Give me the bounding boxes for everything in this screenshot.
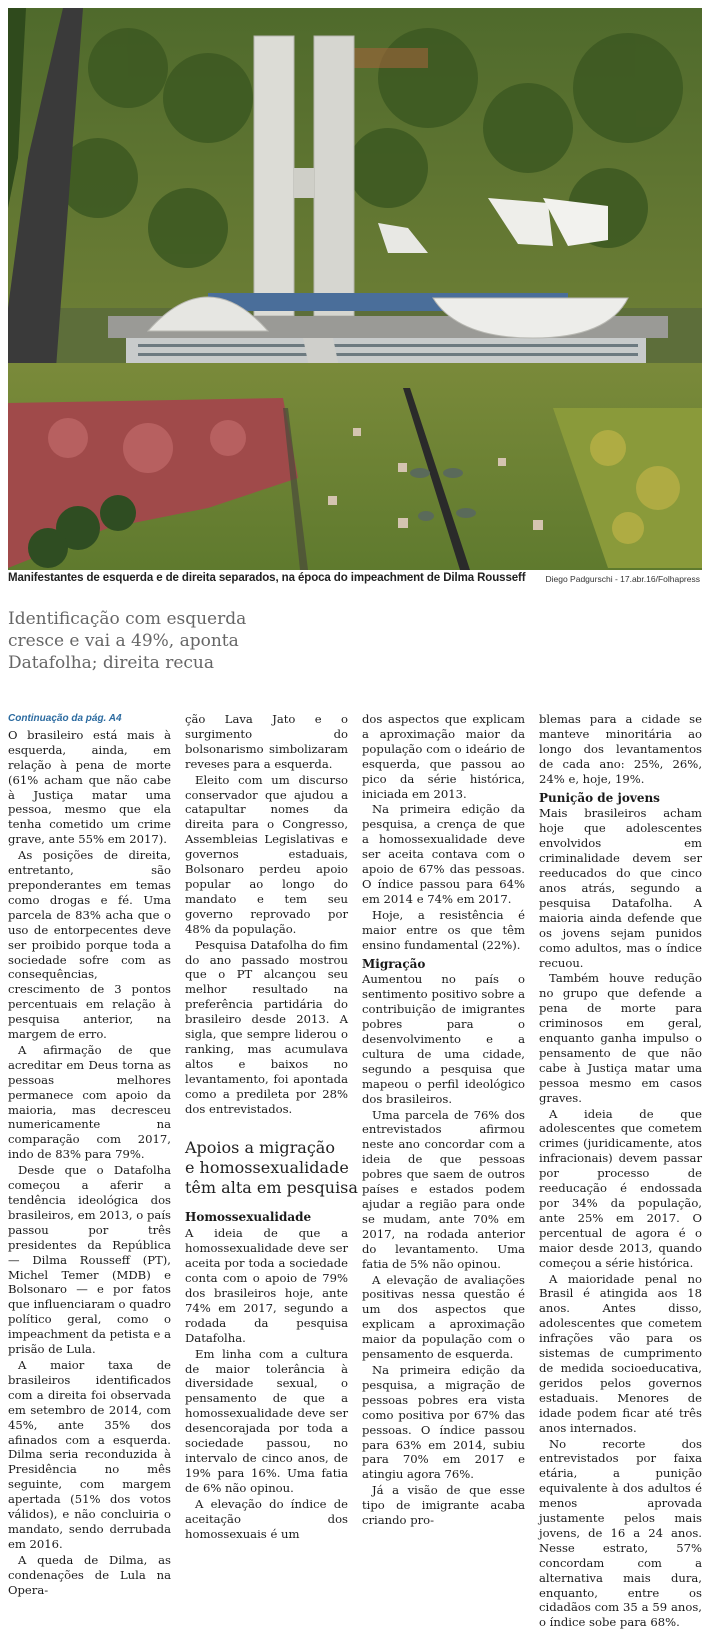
photo-credit: Diego Padgurschi - 17.abr.16/Folhapress [545,574,700,584]
photo-caption-bar [8,570,702,588]
paragraph: ção Lava Jato e o surgimento do bolsonarismo simbolizaram reveses para a esquerda. [185,712,348,771]
paragraph: Uma parcela de 76% dos entrevistados afirmou neste ano concordar com a ideia de que pessoas pobres que saem de outros países e estados podem ajudar a região para onde se mudam, ante 70% em 2017, na rodada anterior do levantamento. Uma fatia de 5% não opinou. [362,1107,525,1271]
section-headline-line: e homossexualidade [185,1158,349,1178]
subheading-homossexualidade: Homossexualidade [185,1210,312,1225]
headline-line: Identificação com esquerda [8,609,247,629]
text-column-2 [185,712,358,1542]
subheading-migracao: Migração [362,956,426,971]
paragraph: Em linha com a cultura de maior tolerância à diversidade sexual, o pensamento de que a homossexualidade deve ser desencorajada por toda a sociedade passou, no intervalo de cinco anos, de 19% para 16%. Uma fatia de 6% não opinou. [185,1346,348,1495]
paragraph: Aumentou no país o sentimento positivo sobre a contribuição de imigrantes pobres para o desenvolvimento e a cultura de uma cidade, segundo a pesquisa que mapeou o perfil ideológico dos brasileiros. [362,972,525,1106]
text-column-1 [8,712,171,1598]
paragraph: Também houve redução no grupo que defende a pena de morte para criminosos em geral, enquanto ganha impulso o pensamento de que não cabe à Justiça matar uma pessoa mesmo em casos graves. [539,971,702,1105]
paragraph: A elevação de avaliações positivas nessa questão é um dos aspectos que explicam a aproximação maior da população com o pensamento de esquerda. [362,1272,525,1362]
paragraph: dos aspectos que explicam a aproximação maior da população com o ideário de esquerda, que passou ao pico da série histórica, iniciada em 2013. [362,712,525,801]
paragraph: A elevação do índice de aceitação dos homossexuais é um [185,1496,348,1541]
paragraph: As posições de direita, entretanto, são preponderantes em temas como drogas e fé. Uma parcela de 83% acha que o uso de entorpecentes deve ser proibido porque toda a sociedade sofre com as consequências, crescimento de 3 pontos percentuais em relação à pesquisa anterior, na margem de erro. [8,848,171,1042]
photo-caption: Manifestantes de esquerda e de direita separados, na época do impeachment de Dilma Rousseff [8,572,526,584]
paragraph: Desde que o Datafolha começou a aferir a tendência ideológica dos brasileiros, em 2013, o país passou por três presidentes da República — Dilma Rousseff (PT), Michel Temer (MDB) e Bolsonaro — e por fatos que influenciaram o quadro político geral, como o impeachment da petista e a prisão de Lula. [8,1163,171,1357]
news-photo [8,8,702,570]
paragraph: A ideia de que a homossexualidade deve ser aceita por toda a sociedade conta com o apoio de 79% dos brasileiros hoje, ante 74% em 2017, segundo a rodada da pesquisa Datafolha. [185,1226,348,1345]
paragraph: Pesquisa Datafolha do fim do ano passado mostrou que o PT alcançou seu melhor resultado na preferência partidária do brasileiro desde 2013. A sigla, que sempre liderou o ranking, mas acumulava altos e baixos no levantamento, foi apontada como a predileta por 28% dos entrevistados. [185,937,348,1116]
paragraph: Na primeira edição da pesquisa, a migração de pessoas pobres era vista como positiva por 67% das pessoas. O índice passou para 63% em 2014, subiu para 70% em 2017 e atingiu agora 76%. [362,1362,525,1482]
paragraph: A maior taxa de brasileiros identificados com a direita foi observada em setembro de 2014, com 45%, ante 35% dos afinados com a esquerda. Dilma seria reconduzida à Presidência no mês seguinte, com margem apertada (51% dos votos válidos), e não concluiria o mandato, sendo derrubada em 2016. [8,1357,171,1551]
paragraph: Hoje, a resistência é maior entre os que têm ensino fundamental (22%). [362,907,525,952]
paragraph: A maioridade penal no Brasil é atingida aos 18 anos. Antes disso, adolescentes que cometem infrações vão para os sistemas de cumprimento de medida socioeducativa, geridos pelos governos estaduais. Menores de idade podem ficar até três anos internados. [539,1271,702,1435]
paragraph: Já a visão de que esse tipo de imigrante acaba criando pro- [362,1483,525,1528]
section-headline [185,1138,358,1198]
paragraph: A afirmação de que acreditar em Deus torna as pessoas melhores permanece com apoio da maioria, mas decresceu numericamente na comparação com 2017, indo de 83% para 79%. [8,1042,171,1162]
section-headline-line: têm alta em pesquisa [185,1178,358,1198]
headline-line: cresce e vai a 49%, aponta [8,631,239,651]
article-headline [8,608,268,674]
continuation-link[interactable]: Continuação da pág. A4 [8,713,122,724]
paragraph: No recorte dos entrevistados por faixa etária, a punição equivalente à dos adultos é menos aprovada justamente pelos mais jovens, de 16 a 24 anos. Nesse estrato, 57% concordam com a alternativa mais dura, enquanto, entre os cidadãos com 35 a 59 anos, o índice sobe para 68%. [539,1436,702,1630]
paragraph: O brasileiro está mais à esquerda, ainda, em relação à pena de morte (61% acham que não cabe à Justiça matar uma pessoa, mesmo que ela tenha cometido um crime grave, ante 55% em 2017). [8,727,171,847]
congress-esplanade-illustration [8,8,702,570]
paragraph: Na primeira edição da pesquisa, a crença de que a homossexualidade deve ser aceita contava com o apoio de 67% das pessoas. O índice passou para 64% em 2014 e 74% em 2017. [362,802,525,906]
paragraph: Eleito com um discurso conservador que ajudou a catapultar nomes da direita para o Congresso, Assembleias Legislativas e governos estaduais, Bolsonaro perdeu apoio popular ao longo do mandato e tem seu governo reprovado por 48% da população. [185,772,348,936]
section-headline-line: Apoios a migração [185,1138,335,1158]
paragraph: A queda de Dilma, as condenações de Lula na Opera- [8,1552,171,1597]
subheading-punicao-de-jovens: Punição de jovens [539,790,660,805]
text-column-3 [362,712,525,1529]
paragraph: blemas para a cidade se manteve minoritária ao longo dos levantamentos de cada ano: 25%, 26%, 24% e, hoje, 19%. [539,712,702,786]
paragraph: Mais brasileiros acham hoje que adolescentes envolvidos em criminalidade devem ser reeducados do que cinco anos atrás, segundo a pesquisa Datafolha. A maioria ainda defende que os jovens sejam punidos como adultos, mas o índice recuou. [539,806,702,970]
paragraph: A ideia de que adolescentes que cometem crimes (juridicamente, atos infracionais) devem passar por processo de reeducação é endossada por 34% da população, ante 25% em 2017. O percentual de agora é o maior desde 2013, quando começou a série histórica. [539,1106,702,1270]
headline-line: Datafolha; direita recua [8,653,215,673]
text-column-4 [539,712,702,1631]
